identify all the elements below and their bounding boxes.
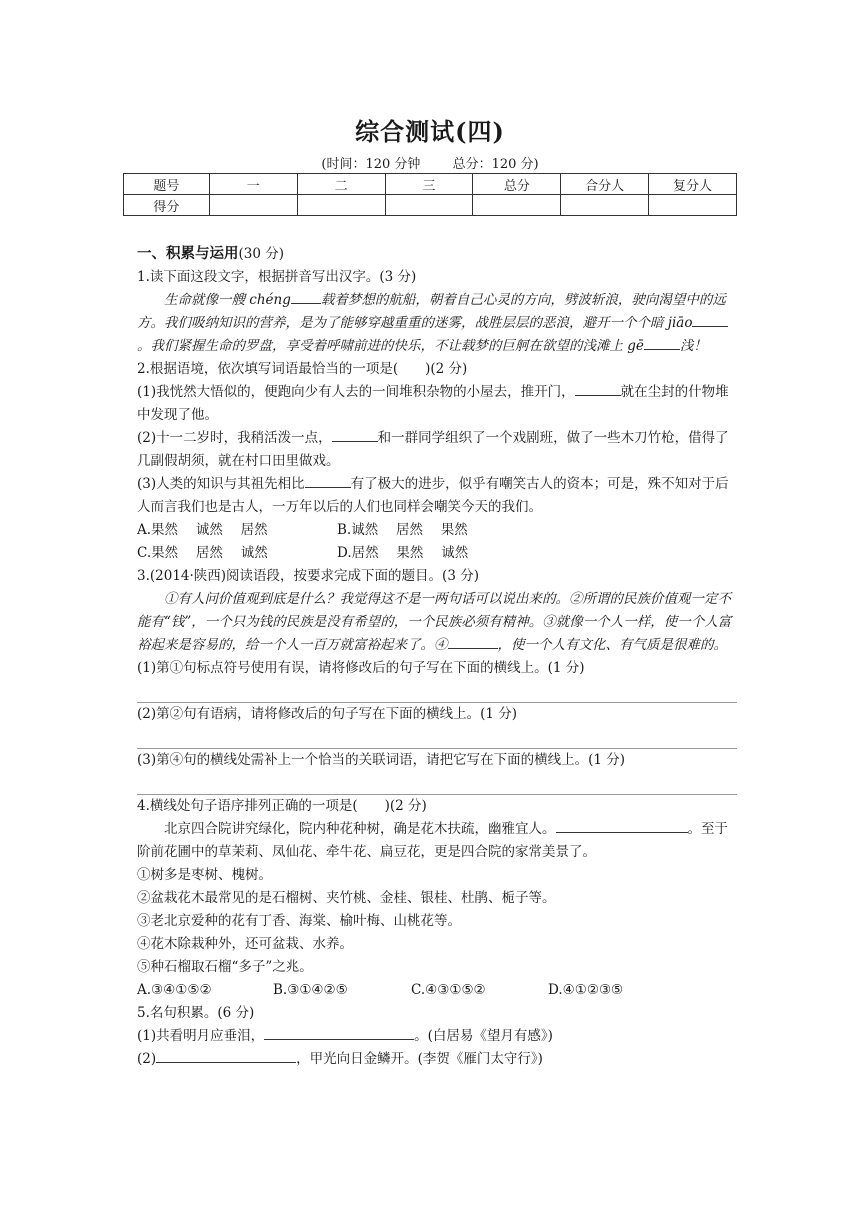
answer-blank[interactable]	[448, 634, 498, 649]
sentence-text: 就在尘封的什物堆中发现了他。	[137, 384, 729, 423]
option-c[interactable]: C.④③①⑤②	[411, 982, 486, 998]
question-4-passage	[137, 818, 737, 864]
passage-text: 北京四合院讲究绿化，院内种花种树，确是花木扶疏，幽雅宜人。	[164, 821, 556, 837]
sentence-text: 。(白居易《望月有感》)	[414, 1028, 553, 1044]
score-table-row	[124, 195, 737, 216]
score-header-cell: 三	[385, 174, 473, 195]
sentence-text: (3)人类的知识与其祖先相比	[137, 476, 305, 492]
passage-text: 载着梦想的航船，朝着自己心灵的方向，劈波斩浪，驶向渴望中的远方。我们吸纳知识的营养，是为了能够穿越重重的迷雾，战胜层层的恶浪，避开一个个暗 jiāo	[137, 292, 726, 331]
section-points: (30 分)	[238, 246, 285, 262]
question-3-passage	[137, 588, 737, 657]
passage-text: 浅！	[679, 338, 707, 354]
score-cell[interactable]	[297, 195, 385, 216]
question-4-options	[137, 979, 737, 1002]
sentence-text: ，甲光向日金鳞开。(李贺《雁门太守行》)	[296, 1051, 543, 1067]
exam-content	[137, 242, 737, 1071]
question-3-stem: 3.(2014·陕西)阅读语段，按要求完成下面的题目。(3 分)	[137, 568, 479, 584]
score-cell[interactable]	[473, 195, 561, 216]
answer-blank[interactable]	[556, 818, 688, 833]
passage-text: ，使一个人有文化、有气质是很难的。	[497, 637, 727, 653]
option-d[interactable]: D.④①②③⑤	[548, 982, 624, 998]
page-title: 综合测试(四)	[355, 117, 505, 146]
score-cell[interactable]	[649, 195, 737, 216]
score-header-cell: 题号	[124, 174, 210, 195]
option-b[interactable]: B.诚然 居然 果然	[337, 522, 468, 538]
answer-line[interactable]	[137, 772, 737, 795]
score-header-cell: 复分人	[649, 174, 737, 195]
section-title: 一、积累与运用	[137, 245, 239, 262]
question-4-stem: 4.横线处句子语序排列正确的一项是( )(2 分)	[137, 798, 427, 814]
score-row-label: 得分	[124, 195, 210, 216]
passage-text: 。至于阶前花圃中的草茉莉、凤仙花、牵牛花、扁豆花，更是四合院的家常美景了。	[137, 821, 728, 860]
list-item: ②盆栽花木最常见的是石榴树、夹竹桃、金桂、银桂、杜鹃、栀子等。	[137, 890, 556, 906]
question-3-sub-1: (1)第①句标点符号使用有误，请将修改后的句子写在下面的横线上。(1 分)	[137, 660, 585, 676]
sentence-text: (2)十一二岁时，我稍活泼一点，	[137, 430, 332, 446]
answer-line[interactable]	[137, 680, 737, 703]
question-1-stem: 1.读下面这段文字，根据拼音写出汉字。(3 分)	[137, 269, 417, 285]
exam-info	[0, 153, 860, 172]
score-table-header-row	[124, 174, 737, 195]
passage-text: 。我们紧握生命的罗盘，享受着呼啸前进的快乐，不让载梦的巨舸在欲望的浅滩上 gē	[137, 338, 644, 354]
list-item: ④花木除栽种外，还可盆栽、水养。	[137, 936, 353, 952]
list-item: ⑤种石榴取石榴“多子”之兆。	[137, 959, 313, 975]
question-5-line-1	[137, 1025, 737, 1048]
question-2-sentence-3	[137, 473, 737, 519]
sentence-text: 和一群同学组织了一个戏剧班，做了一些木刀竹枪，借得了几副假胡须，就在村口田里做戏。	[137, 430, 729, 469]
exam-time: (时间：120 分钟	[321, 157, 421, 172]
sentence-text: (1)共看明月应垂泪，	[137, 1028, 265, 1044]
question-2-sentence-2	[137, 427, 737, 473]
score-header-cell: 二	[297, 174, 385, 195]
score-cell[interactable]	[385, 195, 473, 216]
passage-text: ①有人问价值观到底是什么？我觉得这不是一两句话可以说出来的。②所谓的民族价值观一定不能有“钱”，一个只为钱的民族是没有希望的，一个民族必须有精神。③就像一个人一样，使一个人富裕起来是容易的，给一个人一百万就富裕起来了。④	[137, 591, 732, 653]
list-item: ①树多是枣树、槐树。	[137, 867, 272, 883]
answer-blank[interactable]	[575, 381, 621, 396]
score-header-cell: 总分	[473, 174, 561, 195]
sentence-text: 有了极大的进步，似乎有嘲笑古人的资本；可是，殊不知对于后人而言我们也是古人，一万年以后的人们也同样会嘲笑今天的我们。	[137, 476, 729, 515]
option-b[interactable]: B.③①④②⑤	[273, 982, 348, 998]
question-2-options-row-1	[137, 519, 737, 542]
sentence-text: (2)	[137, 1051, 157, 1067]
exam-total: 总分：120 分)	[452, 157, 539, 172]
option-c[interactable]: C.果然 居然 诚然	[137, 545, 268, 561]
question-5-line-2	[137, 1048, 737, 1071]
question-3-sub-2: (2)第②句有语病，请将修改后的句子写在下面的横线上。(1 分)	[137, 706, 518, 722]
section-heading	[137, 242, 737, 266]
answer-blank[interactable]	[692, 312, 728, 327]
question-2-options-row-2	[137, 542, 737, 565]
score-header-cell: 一	[209, 174, 297, 195]
question-3-sub-3: (3)第④句的横线处需补上一个恰当的关联词语，请把它写在下面的横线上。(1 分)	[137, 752, 626, 768]
list-item: ③老北京爱种的花有丁香、海棠、榆叶梅、山桃花等。	[137, 913, 461, 929]
question-2-sentence-1	[137, 381, 737, 427]
answer-blank[interactable]	[644, 335, 680, 350]
question-1-passage	[137, 289, 737, 358]
option-a[interactable]: A.果然 诚然 居然	[137, 522, 268, 538]
answer-blank[interactable]	[305, 473, 351, 488]
option-d[interactable]: D.居然 果然 诚然	[337, 545, 469, 561]
score-cell[interactable]	[561, 195, 649, 216]
score-cell[interactable]	[209, 195, 297, 216]
score-table	[123, 173, 737, 216]
option-a[interactable]: A.③④①⑤②	[137, 982, 212, 998]
sentence-text: (1)我恍然大悟似的，便跑向少有人去的一间堆积杂物的小屋去，推开门，	[137, 384, 575, 400]
answer-blank[interactable]	[156, 1048, 296, 1063]
answer-blank[interactable]	[291, 289, 321, 304]
answer-line[interactable]	[137, 726, 737, 749]
score-header-cell: 合分人	[561, 174, 649, 195]
question-5-stem: 5.名句积累。(6 分)	[137, 1005, 255, 1021]
answer-blank[interactable]	[264, 1025, 414, 1040]
passage-text: 生命就像一艘 chéng	[164, 292, 291, 308]
question-2-stem: 2.根据语境，依次填写词语最恰当的一项是( )(2 分)	[137, 361, 468, 377]
answer-blank[interactable]	[332, 427, 378, 442]
